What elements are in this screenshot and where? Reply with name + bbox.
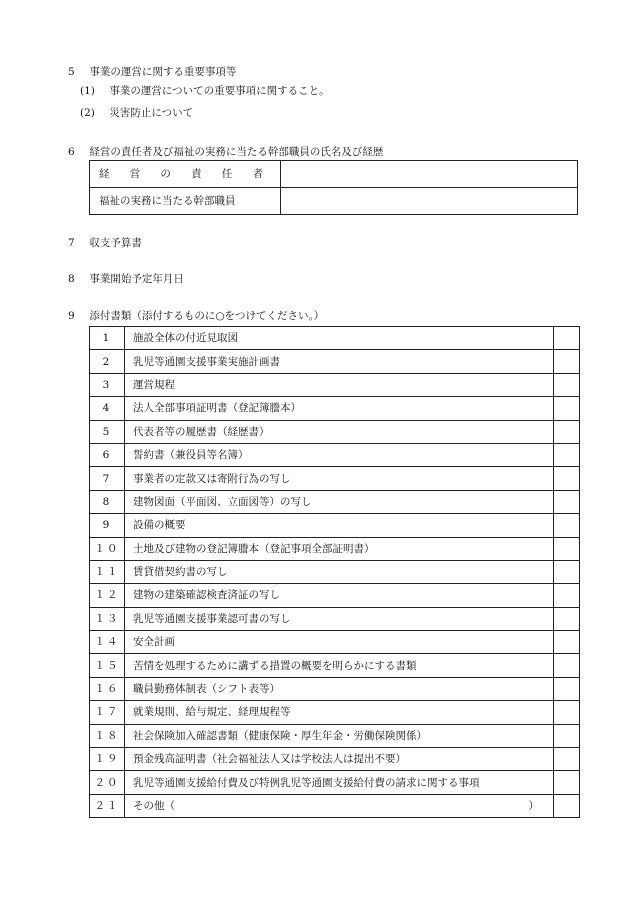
item-number: １６ [90,677,125,700]
section-title: 経営の責任者及び福祉の実務に当たる幹部職員の氏名及び経歴 [89,146,384,158]
table-row [90,161,578,188]
attachments-table [89,326,580,818]
item-title: 賃貸借契約書の写し [125,560,554,583]
item-number: １７ [90,701,125,724]
check-cell[interactable] [554,607,580,630]
check-cell[interactable] [554,677,580,700]
item-number: １４ [90,631,125,654]
item-title: 法人全部事項証明書（登記簿謄本） [125,397,554,420]
check-cell[interactable] [554,794,580,817]
table-row [90,771,580,794]
item-number: 1 [90,327,125,350]
table-row [90,188,578,215]
label-char: の [160,168,171,180]
item-number: １９ [90,748,125,771]
item-number: １５ [90,654,125,677]
item-title: 設備の概要 [125,514,554,537]
table-row-other [90,794,580,817]
label-char: 責 [191,168,202,180]
table-row [90,397,580,420]
other-close-paren: ） [528,800,539,812]
label-char: 経 [99,168,110,180]
table-row [90,514,580,537]
section-number: 8 [68,273,75,285]
section-title: 事業の運営に関する重要事項等 [89,66,237,78]
item-number: １３ [90,607,125,630]
section-number: 5 [68,66,75,78]
section-title: 添付書類（添付するものに○をつけてください。） [89,310,325,322]
check-cell[interactable] [554,537,580,560]
manager-label [90,161,281,188]
executive-staff-label: 福祉の実務に当たる幹部職員 [90,188,281,215]
section-title: 事業開始予定年月日 [89,273,184,285]
item-number: (1) [80,85,95,97]
check-cell[interactable] [554,654,580,677]
table-row [90,724,580,747]
item-title: 代表者等の履歴書（経歴書） [125,420,554,443]
item-title: 職員勤務体制表（シフト表等） [125,677,554,700]
label-char: 任 [221,168,233,180]
management-table [89,160,578,215]
section-5-item-1 [80,84,330,98]
item-number: １２ [90,584,125,607]
item-number: 2 [90,350,125,373]
check-cell[interactable] [554,771,580,794]
check-cell[interactable] [554,327,580,350]
table-row [90,373,580,396]
section-8-heading [68,272,184,286]
item-title: 苦情を処理するために講ずる措置の概要を明らかにする書類 [125,654,554,677]
check-cell[interactable] [554,584,580,607]
manager-value-field[interactable] [281,161,578,188]
table-row [90,537,580,560]
check-cell[interactable] [554,397,580,420]
item-number: 6 [90,443,125,466]
item-number: 3 [90,373,125,396]
item-number: ２１ [90,794,125,817]
check-cell[interactable] [554,701,580,724]
item-title: 安全計画 [125,631,554,654]
item-number: 7 [90,467,125,490]
label-char: 営 [129,168,141,180]
item-number: １８ [90,724,125,747]
item-number: 4 [90,397,125,420]
item-number: 5 [90,420,125,443]
check-cell[interactable] [554,748,580,771]
item-title: 施設全体の付近見取図 [125,327,554,350]
item-title: 乳児等通園支援給付費及び特例乳児等通園支援給付費の請求に関する事項 [125,771,554,794]
section-number: 6 [68,146,75,158]
item-title: 建物の建築確認検査済証の写し [125,584,554,607]
label-char: 者 [252,168,263,180]
other-item-cell[interactable] [125,794,554,817]
table-row [90,631,580,654]
item-title: 建物図面（平面図、立面図等）の写し [125,490,554,513]
check-cell[interactable] [554,724,580,747]
item-title: 誓約書（兼役員等名簿） [125,443,554,466]
section-5-item-2 [80,106,193,120]
section-5-heading [68,65,236,79]
item-text: 事業の運営についての重要事項に関すること。 [109,85,330,97]
check-cell[interactable] [554,467,580,490]
check-cell[interactable] [554,490,580,513]
other-open-label: その他（ [133,800,175,812]
table-row [90,443,580,466]
check-cell[interactable] [554,443,580,466]
section-number: 7 [68,237,75,249]
check-cell[interactable] [554,631,580,654]
item-title: 乳児等通園支援事業認可書の写し [125,607,554,630]
section-7-heading [68,236,142,250]
table-row [90,607,580,630]
table-row [90,327,580,350]
table-row [90,350,580,373]
item-title: 土地及び建物の登記簿謄本（登記事項全部証明書） [125,537,554,560]
executive-staff-value-field[interactable] [281,188,578,215]
item-title: 運営規程 [125,373,554,396]
item-title: 事業者の定款又は寄附行為の写し [125,467,554,490]
table-row [90,654,580,677]
table-row [90,701,580,724]
table-row [90,490,580,513]
section-9-heading [68,309,324,323]
item-text: 災害防止について [109,107,194,119]
check-cell[interactable] [554,420,580,443]
check-cell[interactable] [554,514,580,537]
item-title: 社会保険加入確認書類（健康保険・厚生年金・労働保険関係） [125,724,554,747]
item-title: 就業規則、給与規定、経理規程等 [125,701,554,724]
table-row [90,584,580,607]
table-row [90,560,580,583]
table-row [90,677,580,700]
item-title: 預金残高証明書（社会福祉法人又は学校法人は提出不要） [125,748,554,771]
item-number: １１ [90,560,125,583]
table-row [90,420,580,443]
item-number: 9 [90,514,125,537]
table-row [90,748,580,771]
item-number: １０ [90,537,125,560]
section-6-heading [68,145,383,159]
check-cell[interactable] [554,350,580,373]
item-number: ２０ [90,771,125,794]
item-number: (2) [80,107,95,119]
section-number: 9 [68,310,75,322]
item-title: 乳児等通園支援事業実施計画書 [125,350,554,373]
table-row [90,467,580,490]
check-cell[interactable] [554,373,580,396]
section-title: 収支予算書 [89,237,142,249]
item-number: 8 [90,490,125,513]
check-cell[interactable] [554,560,580,583]
